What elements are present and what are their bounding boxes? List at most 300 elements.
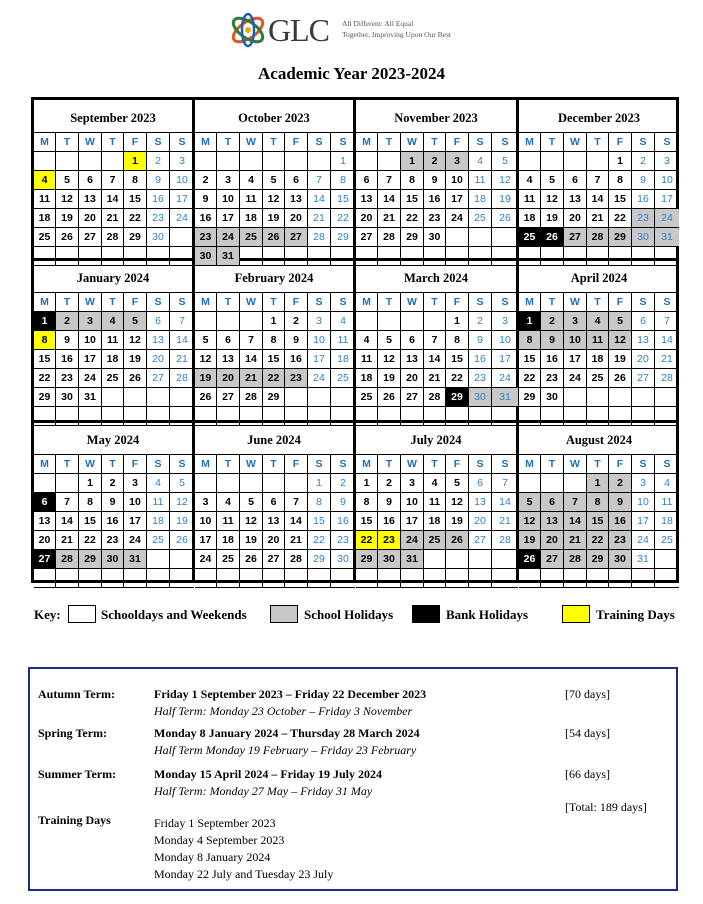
weekday-header: W xyxy=(401,455,424,474)
day-cell: 13 xyxy=(263,512,285,531)
weekday-header: S xyxy=(147,455,170,474)
week-row xyxy=(519,350,679,369)
day-cell: 14 xyxy=(655,331,679,350)
empty-day-cell xyxy=(401,312,424,331)
day-cell: 25 xyxy=(356,388,378,407)
day-cell: 23 xyxy=(609,531,632,550)
day-cell: 21 xyxy=(240,369,263,388)
day-cell: 27 xyxy=(217,388,240,407)
day-cell: 21 xyxy=(170,350,194,369)
day-cell: 16 xyxy=(378,512,401,531)
weekday-header: M xyxy=(356,455,378,474)
weekday-header: W xyxy=(564,133,587,152)
weekday-header: T xyxy=(217,133,240,152)
day-cell: 25 xyxy=(217,550,240,569)
empty-day-cell xyxy=(217,474,240,493)
day-cell: 11 xyxy=(469,171,492,190)
week-row xyxy=(34,190,192,209)
month-february-2024 xyxy=(195,260,356,423)
weekday-header: M xyxy=(195,133,217,152)
day-cell: 14 xyxy=(170,331,194,350)
day-cell: 22 xyxy=(609,209,632,228)
day-cell: 23 xyxy=(102,531,124,550)
day-cell: 10 xyxy=(124,493,147,512)
day-cell: 3 xyxy=(124,474,147,493)
weekday-header: T xyxy=(102,455,124,474)
empty-day-cell xyxy=(541,152,564,171)
day-cell: 14 xyxy=(587,190,609,209)
weekday-header-row xyxy=(195,455,353,474)
weekday-header: F xyxy=(446,293,469,312)
day-cell: 19 xyxy=(195,369,217,388)
day-cell: 5 xyxy=(378,331,401,350)
weekday-header: S xyxy=(655,455,679,474)
weekday-header: S xyxy=(492,133,518,152)
day-cell: 5 xyxy=(263,171,285,190)
training-days-label: Training Days xyxy=(38,813,111,827)
week-row xyxy=(34,512,192,531)
legend-swatch-school-holidays xyxy=(270,605,298,623)
legend-label: Key: xyxy=(34,607,61,622)
empty-day-cell xyxy=(587,152,609,171)
week-row xyxy=(356,228,516,247)
day-cell: 5 xyxy=(240,493,263,512)
day-cell: 7 xyxy=(564,493,587,512)
empty-day-cell xyxy=(446,550,469,569)
weekday-header: M xyxy=(34,293,56,312)
month-august-2024 xyxy=(519,422,679,580)
legend-swatch-bank-holidays xyxy=(412,605,440,623)
empty-day-cell xyxy=(609,388,632,407)
day-cell: 24 xyxy=(655,209,679,228)
weekday-header: T xyxy=(378,293,401,312)
day-cell: 15 xyxy=(263,350,285,369)
autumn-days: [70 days] xyxy=(565,687,610,701)
day-cell: 15 xyxy=(79,512,102,531)
day-cell: 24 xyxy=(492,369,518,388)
day-cell: 17 xyxy=(564,350,587,369)
weekday-header: T xyxy=(217,293,240,312)
day-cell: 18 xyxy=(102,350,124,369)
day-cell: 9 xyxy=(147,171,170,190)
empty-day-cell xyxy=(170,569,194,588)
week-row xyxy=(356,474,516,493)
day-cell: 26 xyxy=(195,388,217,407)
day-cell: 4 xyxy=(424,474,446,493)
week-row xyxy=(195,531,353,550)
empty-day-cell xyxy=(492,569,518,588)
day-cell: 20 xyxy=(147,350,170,369)
day-cell: 11 xyxy=(519,190,541,209)
day-cell: 14 xyxy=(56,512,79,531)
empty-day-cell xyxy=(541,474,564,493)
day-cell: 3 xyxy=(79,312,102,331)
day-cell: 12 xyxy=(541,190,564,209)
day-cell: 22 xyxy=(124,209,147,228)
day-cell: 29 xyxy=(401,228,424,247)
weekday-header: W xyxy=(79,133,102,152)
day-cell: 6 xyxy=(401,331,424,350)
week-row xyxy=(195,331,353,350)
day-cell: 8 xyxy=(331,171,355,190)
day-cell: 3 xyxy=(446,152,469,171)
day-cell: 13 xyxy=(541,512,564,531)
day-cell: 9 xyxy=(378,493,401,512)
autumn-term-dates: Friday 1 September 2023 – Friday 22 December 2023 xyxy=(154,687,427,701)
day-cell: 28 xyxy=(240,388,263,407)
day-cell: 20 xyxy=(285,209,308,228)
day-cell: 12 xyxy=(56,190,79,209)
day-cell: 26 xyxy=(541,228,564,247)
day-cell: 4 xyxy=(102,312,124,331)
day-cell: 28 xyxy=(170,369,194,388)
day-cell: 29 xyxy=(263,388,285,407)
day-cell: 10 xyxy=(632,493,655,512)
day-cell: 31 xyxy=(655,228,679,247)
day-cell: 29 xyxy=(34,388,56,407)
weekday-header: S xyxy=(170,455,194,474)
day-cell: 30 xyxy=(56,388,79,407)
day-cell: 7 xyxy=(587,171,609,190)
day-cell: 29 xyxy=(331,228,355,247)
weekday-header: T xyxy=(56,293,79,312)
day-cell: 2 xyxy=(285,312,308,331)
empty-day-cell xyxy=(240,312,263,331)
empty-day-cell xyxy=(356,312,378,331)
day-cell: 28 xyxy=(308,228,331,247)
day-cell: 6 xyxy=(34,493,56,512)
day-cell: 7 xyxy=(102,171,124,190)
empty-day-cell xyxy=(519,474,541,493)
week-row xyxy=(519,312,679,331)
day-cell: 25 xyxy=(102,369,124,388)
day-cell: 7 xyxy=(378,171,401,190)
weekday-header: S xyxy=(632,133,655,152)
weekday-header: M xyxy=(519,293,541,312)
day-cell: 9 xyxy=(331,493,355,512)
weekday-header: M xyxy=(34,133,56,152)
day-cell: 1 xyxy=(263,312,285,331)
week-row xyxy=(356,350,516,369)
day-cell: 1 xyxy=(34,312,56,331)
day-cell: 15 xyxy=(34,350,56,369)
week-row xyxy=(519,474,679,493)
day-cell: 29 xyxy=(609,228,632,247)
week-row xyxy=(195,512,353,531)
day-cell: 9 xyxy=(56,331,79,350)
empty-day-cell xyxy=(240,474,263,493)
week-row xyxy=(34,369,192,388)
weekday-header: W xyxy=(240,455,263,474)
day-cell: 16 xyxy=(609,512,632,531)
day-cell: 14 xyxy=(240,350,263,369)
day-cell: 3 xyxy=(217,171,240,190)
day-cell: 13 xyxy=(356,190,378,209)
day-cell: 28 xyxy=(102,228,124,247)
day-cell: 23 xyxy=(632,209,655,228)
month-name: July 2024 xyxy=(356,422,516,455)
day-cell: 22 xyxy=(587,531,609,550)
day-cell: 9 xyxy=(195,190,217,209)
day-cell: 18 xyxy=(217,531,240,550)
empty-day-cell xyxy=(263,569,285,588)
day-cell: 3 xyxy=(492,312,518,331)
day-cell: 5 xyxy=(541,171,564,190)
day-cell: 30 xyxy=(195,247,217,266)
day-cell: 17 xyxy=(170,190,194,209)
weekday-header: M xyxy=(356,133,378,152)
month-name: June 2024 xyxy=(195,422,353,455)
day-cell: 12 xyxy=(170,493,194,512)
weekday-header: S xyxy=(632,293,655,312)
day-cell: 28 xyxy=(492,531,518,550)
day-cell: 14 xyxy=(285,512,308,531)
week-row xyxy=(195,312,353,331)
day-cell: 31 xyxy=(79,388,102,407)
week-row xyxy=(356,190,516,209)
day-cell: 20 xyxy=(356,209,378,228)
summer-term-dates: Monday 15 April 2024 – Friday 19 July 2024 xyxy=(154,767,383,781)
week-row xyxy=(519,388,679,407)
week-row xyxy=(34,493,192,512)
week-row xyxy=(356,369,516,388)
day-cell: 25 xyxy=(469,209,492,228)
day-cell: 24 xyxy=(564,369,587,388)
day-cell: 23 xyxy=(541,369,564,388)
month-name: August 2024 xyxy=(519,422,679,455)
day-cell: 9 xyxy=(469,331,492,350)
day-cell: 27 xyxy=(147,369,170,388)
day-cell: 21 xyxy=(56,531,79,550)
day-cell: 11 xyxy=(587,331,609,350)
day-cell: 26 xyxy=(124,369,147,388)
day-cell: 16 xyxy=(102,512,124,531)
summer-term-label: Summer Term: xyxy=(38,767,117,781)
day-cell: 29 xyxy=(124,228,147,247)
day-cell: 31 xyxy=(217,247,240,266)
empty-day-cell xyxy=(285,152,308,171)
weekday-header: W xyxy=(401,133,424,152)
day-cell: 27 xyxy=(285,228,308,247)
day-cell: 30 xyxy=(541,388,564,407)
day-cell: 22 xyxy=(308,531,331,550)
day-cell: 21 xyxy=(285,531,308,550)
empty-day-cell xyxy=(308,569,331,588)
day-cell: 13 xyxy=(79,190,102,209)
day-cell: 8 xyxy=(609,171,632,190)
day-cell: 7 xyxy=(240,331,263,350)
day-cell: 14 xyxy=(492,493,518,512)
weekday-header-row xyxy=(519,293,679,312)
day-cell: 17 xyxy=(124,512,147,531)
weekday-header-row xyxy=(195,133,353,152)
day-cell: 9 xyxy=(424,171,446,190)
weekday-header-row xyxy=(356,133,516,152)
week-row xyxy=(356,569,516,588)
day-cell: 11 xyxy=(34,190,56,209)
day-cell: 27 xyxy=(632,369,655,388)
day-cell: 8 xyxy=(446,331,469,350)
empty-day-cell xyxy=(285,474,308,493)
week-row xyxy=(195,190,353,209)
week-row xyxy=(34,312,192,331)
weekday-header: M xyxy=(195,293,217,312)
empty-day-cell xyxy=(195,312,217,331)
empty-day-cell xyxy=(469,228,492,247)
weekday-header: S xyxy=(655,133,679,152)
day-cell: 1 xyxy=(124,152,147,171)
weekday-header: F xyxy=(446,455,469,474)
week-row xyxy=(34,531,192,550)
week-row xyxy=(34,569,192,588)
day-cell: 13 xyxy=(34,512,56,531)
day-cell: 3 xyxy=(308,312,331,331)
day-cell: 29 xyxy=(356,550,378,569)
empty-day-cell xyxy=(564,569,587,588)
day-cell: 6 xyxy=(263,493,285,512)
week-row xyxy=(519,190,679,209)
legend-swatch-schooldays xyxy=(68,605,96,623)
day-cell: 21 xyxy=(587,209,609,228)
empty-day-cell xyxy=(564,152,587,171)
day-cell: 7 xyxy=(424,331,446,350)
week-row xyxy=(34,474,192,493)
day-cell: 10 xyxy=(564,331,587,350)
weekday-header: T xyxy=(424,133,446,152)
empty-day-cell xyxy=(308,388,331,407)
empty-day-cell xyxy=(541,569,564,588)
day-cell: 19 xyxy=(492,190,518,209)
month-name: December 2023 xyxy=(519,100,679,133)
weekday-header: T xyxy=(263,133,285,152)
week-row xyxy=(34,228,192,247)
week-row xyxy=(519,331,679,350)
empty-day-cell xyxy=(446,569,469,588)
empty-day-cell xyxy=(217,312,240,331)
empty-day-cell xyxy=(217,569,240,588)
day-cell: 19 xyxy=(56,209,79,228)
day-cell: 2 xyxy=(541,312,564,331)
day-cell: 6 xyxy=(469,474,492,493)
week-row xyxy=(195,171,353,190)
day-cell: 17 xyxy=(492,350,518,369)
empty-day-cell xyxy=(34,569,56,588)
empty-day-cell xyxy=(102,569,124,588)
day-cell: 6 xyxy=(217,331,240,350)
day-cell: 10 xyxy=(446,171,469,190)
day-cell: 16 xyxy=(285,350,308,369)
day-cell: 1 xyxy=(587,474,609,493)
day-cell: 2 xyxy=(378,474,401,493)
empty-day-cell xyxy=(564,388,587,407)
day-cell: 12 xyxy=(195,350,217,369)
day-cell: 29 xyxy=(519,388,541,407)
day-cell: 5 xyxy=(609,312,632,331)
weekday-header: T xyxy=(263,293,285,312)
day-cell: 17 xyxy=(79,350,102,369)
week-row xyxy=(195,493,353,512)
day-cell: 15 xyxy=(308,512,331,531)
day-cell: 12 xyxy=(609,331,632,350)
week-row xyxy=(34,350,192,369)
day-cell: 27 xyxy=(541,550,564,569)
empty-day-cell xyxy=(79,569,102,588)
day-cell: 25 xyxy=(147,531,170,550)
day-cell: 22 xyxy=(331,209,355,228)
day-cell: 19 xyxy=(170,512,194,531)
day-cell: 16 xyxy=(541,350,564,369)
empty-day-cell xyxy=(34,152,56,171)
empty-day-cell xyxy=(331,569,355,588)
day-cell: 5 xyxy=(124,312,147,331)
day-cell: 12 xyxy=(378,350,401,369)
day-cell: 11 xyxy=(240,190,263,209)
day-cell: 15 xyxy=(331,190,355,209)
day-cell: 26 xyxy=(492,209,518,228)
weekday-header-row xyxy=(34,455,192,474)
day-cell: 2 xyxy=(424,152,446,171)
empty-day-cell xyxy=(308,152,331,171)
day-cell: 6 xyxy=(632,312,655,331)
week-row xyxy=(195,152,353,171)
month-september-2023 xyxy=(34,100,195,261)
day-cell: 8 xyxy=(263,331,285,350)
weekday-header: S xyxy=(469,455,492,474)
day-cell: 26 xyxy=(609,369,632,388)
day-cell: 16 xyxy=(195,209,217,228)
empty-day-cell xyxy=(632,569,655,588)
day-cell: 31 xyxy=(124,550,147,569)
month-name: February 2024 xyxy=(195,260,353,293)
weekday-header: S xyxy=(469,133,492,152)
weekday-header: T xyxy=(217,455,240,474)
month-march-2024 xyxy=(356,260,519,423)
day-cell: 30 xyxy=(424,228,446,247)
week-row xyxy=(519,512,679,531)
day-cell: 10 xyxy=(170,171,194,190)
day-cell: 25 xyxy=(587,369,609,388)
day-cell: 6 xyxy=(564,171,587,190)
day-cell: 23 xyxy=(331,531,355,550)
day-cell: 8 xyxy=(124,171,147,190)
weekday-header: S xyxy=(331,293,355,312)
week-row xyxy=(519,493,679,512)
day-cell: 31 xyxy=(401,550,424,569)
day-cell: 19 xyxy=(263,209,285,228)
empty-day-cell xyxy=(446,228,469,247)
weekday-header: S xyxy=(331,133,355,152)
day-cell: 12 xyxy=(492,171,518,190)
day-cell: 16 xyxy=(469,350,492,369)
day-cell: 19 xyxy=(541,209,564,228)
empty-day-cell xyxy=(263,152,285,171)
legend-bank-holidays: Bank Holidays xyxy=(446,607,529,622)
empty-day-cell xyxy=(519,569,541,588)
day-cell: 24 xyxy=(195,550,217,569)
spring-days: [54 days] xyxy=(565,726,610,740)
day-cell: 13 xyxy=(285,190,308,209)
day-cell: 21 xyxy=(424,369,446,388)
day-cell: 30 xyxy=(102,550,124,569)
empty-day-cell xyxy=(124,388,147,407)
weekday-header: T xyxy=(541,133,564,152)
day-cell: 16 xyxy=(632,190,655,209)
day-cell: 6 xyxy=(356,171,378,190)
empty-day-cell xyxy=(356,569,378,588)
day-cell: 17 xyxy=(446,190,469,209)
day-cell: 15 xyxy=(587,512,609,531)
day-cell: 28 xyxy=(587,228,609,247)
